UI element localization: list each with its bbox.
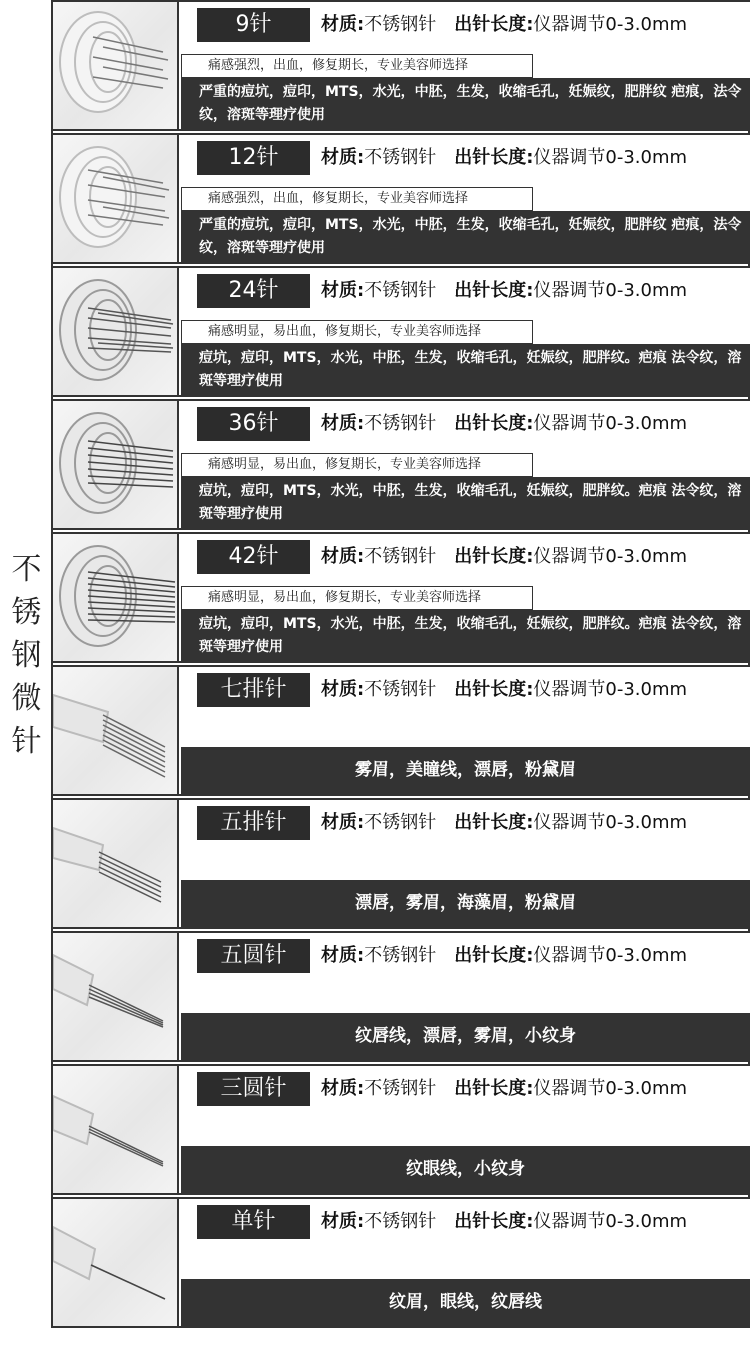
side-title-char: 锈 [11,595,42,630]
spec-line: 材质:不锈钢针 出针长度:仪器调节0-3.0mm [321,147,688,168]
usage-description: 痘坑，痘印，MTS，水光，中胚，生发，收缩毛孔，妊娠纹，肥胖纹。疤痕 法令纹，溶斑等理疗使用 [181,344,750,395]
needle-cartridge-image [53,2,179,129]
spec-line: 材质:不锈钢针 出针长度:仪器调节0-3.0mm [321,413,688,434]
tattoo-needle-image [53,1199,179,1326]
usage-description: 漂唇，雾眉，海藻眉，粉黛眉 [181,880,750,927]
tattoo-needle-image [53,667,179,794]
usage-description: 严重的痘坑，痘印，MTS，水光，中胚，生发，收缩毛孔，妊娠纹，肥胖纹 疤痕，法令纹，溶斑等理疗使用 [181,78,750,129]
pain-note: 痛感明显，易出血，修复期长，专业美容师选择 [181,586,533,610]
spec-line: 材质:不锈钢针 出针长度:仪器调节0-3.0mm [321,1211,688,1232]
needle-cartridge-image [53,534,179,661]
side-title-char: 针 [11,724,42,759]
product-row-24 [53,266,750,397]
side-column [0,0,53,1328]
product-row-42 [53,532,750,663]
usage-description: 雾眉，美瞳线，漂唇，粉黛眉 [181,747,750,794]
usage-description: 严重的痘坑，痘印，MTS，水光，中胚，生发，收缩毛孔，妊娠纹，肥胖纹 疤痕，法令纹，溶斑等理疗使用 [181,211,750,262]
side-title-char: 微 [11,681,42,716]
product-row-seven-row [53,665,750,796]
spec-line: 材质:不锈钢针 出针长度:仪器调节0-3.0mm [321,280,688,301]
pain-note: 痛感明显，易出血，修复期长，专业美容师选择 [181,320,533,344]
tattoo-needle-image [53,1066,179,1193]
needle-type-label: 9针 [197,8,310,42]
product-row-12 [53,133,750,264]
spec-line: 材质:不锈钢针 出针长度:仪器调节0-3.0mm [321,679,688,700]
needle-type-label: 七排针 [197,673,310,707]
product-row-three-round [53,1064,750,1195]
needle-type-label: 36针 [197,407,310,441]
tattoo-needle-image [53,933,179,1060]
usage-description: 纹眉，眼线，纹唇线 [181,1279,750,1326]
pain-note: 痛感强烈，出血，修复期长，专业美容师选择 [181,187,533,211]
needle-cartridge-image [53,268,179,395]
usage-description: 痘坑，痘印，MTS，水光，中胚，生发，收缩毛孔，妊娠纹，肥胖纹。疤痕 法令纹，溶斑等理疗使用 [181,610,750,661]
needle-type-label: 42针 [197,540,310,574]
usage-description: 纹唇线，漂唇，雾眉，小纹身 [181,1013,750,1060]
needle-cartridge-image [53,135,179,262]
side-title-char: 不 [11,552,42,587]
needle-type-label: 五圆针 [197,939,310,973]
pain-note: 痛感强烈，出血，修复期长，专业美容师选择 [181,54,533,78]
pain-note: 痛感明显，易出血，修复期长，专业美容师选择 [181,453,533,477]
needle-type-label: 24针 [197,274,310,308]
tattoo-needle-image [53,800,179,927]
needle-type-label: 12针 [197,141,310,175]
usage-description: 纹眼线，小纹身 [181,1146,750,1193]
spec-line: 材质:不锈钢针 出针长度:仪器调节0-3.0mm [321,546,688,567]
spec-line: 材质:不锈钢针 出针长度:仪器调节0-3.0mm [321,812,688,833]
needle-cartridge-image [53,401,179,528]
needle-type-label: 单针 [197,1205,310,1239]
product-row-9 [53,0,750,131]
spec-line: 材质:不锈钢针 出针长度:仪器调节0-3.0mm [321,1078,688,1099]
needle-type-label: 五排针 [197,806,310,840]
spec-line: 材质:不锈钢针 出针长度:仪器调节0-3.0mm [321,14,688,35]
spec-line: 材质:不锈钢针 出针长度:仪器调节0-3.0mm [321,945,688,966]
product-row-five-row [53,798,750,929]
product-row-single [53,1197,750,1328]
product-row-five-round [53,931,750,1062]
side-title [0,548,53,763]
product-row-36 [53,399,750,530]
needle-type-label: 三圆针 [197,1072,310,1106]
usage-description: 痘坑，痘印，MTS，水光，中胚，生发，收缩毛孔，妊娠纹，肥胖纹。疤痕 法令纹，溶斑等理疗使用 [181,477,750,528]
side-title-char: 钢 [11,638,42,673]
